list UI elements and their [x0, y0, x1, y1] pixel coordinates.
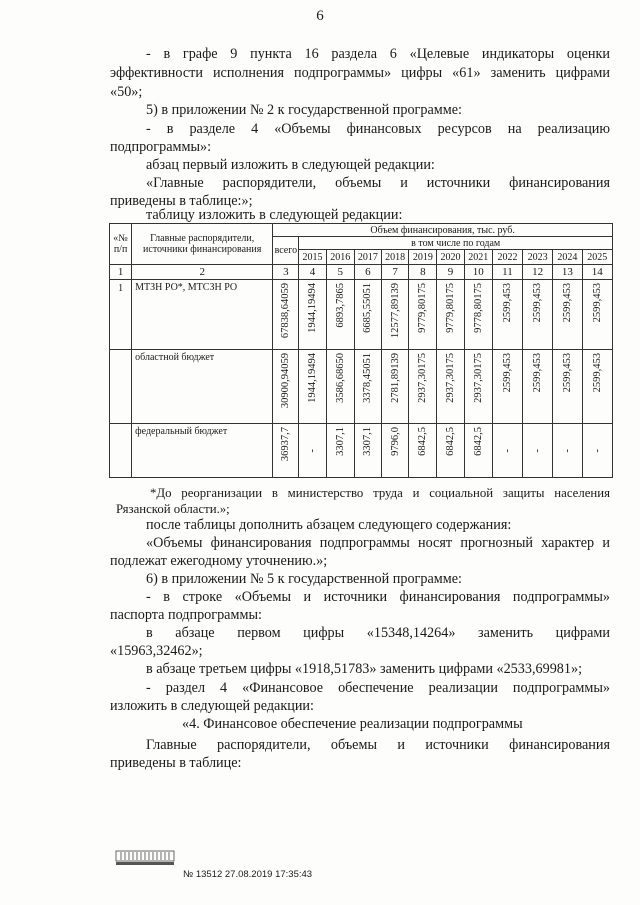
header-by-year: в том числе по годам	[299, 237, 613, 250]
header-volume: Объем финансирования, тыс. руб.	[273, 224, 613, 237]
column-number: 2	[132, 265, 273, 280]
row-value: -	[501, 448, 513, 453]
column-number: 4	[299, 265, 326, 280]
row-value: 9778,80175	[472, 283, 484, 333]
year-header: 2018	[382, 250, 409, 265]
text-line: «Главные распорядители, объемы и источники финансирования	[146, 175, 610, 191]
section-heading: «4. Финансовое обеспечение реализации подпрограммы	[182, 716, 523, 732]
text-line: паспорта подпрограммы:	[110, 607, 262, 623]
row-value: 6893,7865	[334, 283, 346, 328]
table-row	[110, 280, 613, 350]
row-value: -	[591, 448, 603, 453]
row-value: 9796,0	[389, 427, 401, 456]
row-value: 2599,453	[501, 283, 513, 323]
row-value: 2599,453	[501, 353, 513, 393]
footnote-line: Рязанской области.»;	[116, 502, 230, 516]
row-total: 36937,7	[280, 427, 292, 462]
year-header: 2021	[464, 250, 492, 265]
row-value: 2599,453	[561, 283, 573, 323]
row-value: 2937,30175	[445, 353, 457, 403]
row-value: 1944,19494	[307, 283, 319, 333]
row-value: 6842,5	[417, 427, 429, 456]
text-line: таблицу изложить в следующей редакции:	[146, 207, 403, 223]
column-number: 13	[553, 265, 582, 280]
header-no: «№ п/п	[110, 224, 132, 265]
year-header: 2015	[299, 250, 326, 265]
text-line: - в графе 9 пункта 16 раздела 6 «Целевые индикаторы оценки	[146, 46, 610, 62]
text-line: - раздел 4 «Финансовое обеспечение реализации подпрограммы»	[146, 680, 610, 696]
column-number: 5	[326, 265, 354, 280]
year-header: 2024	[553, 250, 582, 265]
row-value: 2599,453	[532, 283, 544, 323]
row-value: 9779,80175	[417, 283, 429, 333]
text-line: Главные распорядители, объемы и источники финансирования	[146, 737, 610, 753]
column-number: 6	[354, 265, 381, 280]
header-total: всего	[273, 237, 299, 265]
row-value: 2937,30175	[472, 353, 484, 403]
text-line: абзац первый изложить в следующей редакции:	[146, 157, 435, 173]
row-value: -	[561, 448, 573, 453]
stamp-text: № 13512 27.08.2019 17:35:43	[183, 869, 313, 880]
year-header: 2020	[437, 250, 464, 265]
text-line: - в разделе 4 «Объемы финансовых ресурсов на реализацию	[146, 121, 610, 137]
row-value: 2599,453	[591, 353, 603, 393]
row-value: 1944,19494	[307, 353, 319, 403]
column-number: 10	[464, 265, 492, 280]
row-value: -	[532, 448, 544, 453]
year-header: 2023	[523, 250, 553, 265]
registration-stamp-icon	[115, 850, 175, 866]
text-line: после таблицы дополнить абзацем следующего содержания:	[146, 517, 512, 533]
column-number: 1	[110, 265, 132, 280]
row-value: -	[307, 448, 319, 453]
row-value: 3307,1	[334, 427, 346, 456]
row-number	[110, 424, 132, 478]
column-number: 12	[523, 265, 553, 280]
text-line: подпрограммы»:	[110, 139, 212, 155]
text-line: «50»;	[110, 84, 143, 100]
row-source: областной бюджет	[132, 350, 273, 424]
year-header: 2017	[354, 250, 381, 265]
row-total: 67838,64059	[280, 283, 292, 339]
row-value: 9779,80175	[445, 283, 457, 333]
page-number: 6	[316, 8, 324, 24]
row-value: 6685,55051	[362, 283, 374, 333]
header-source: Главные распорядители, источники финансирования	[132, 224, 273, 265]
row-source: федеральный бюджет	[132, 424, 273, 478]
text-line: приведены в таблице:	[110, 755, 242, 771]
row-value: 3378,45051	[362, 353, 374, 403]
row-number: 1	[110, 280, 132, 350]
financing-table	[109, 223, 613, 478]
column-number: 3	[273, 265, 299, 280]
row-value: 2599,453	[561, 353, 573, 393]
row-value: 2599,453	[591, 283, 603, 323]
text-line: приведены в таблице:»;	[110, 193, 253, 209]
row-value: 2599,453	[532, 353, 544, 393]
row-value: 2937,30175	[417, 353, 429, 403]
row-value: 6842,5	[445, 427, 457, 456]
row-value: 3307,1	[362, 427, 374, 456]
text-line: в абзаце третьем цифры «1918,51783» заменить цифрами «2533,69981»;	[146, 661, 583, 677]
year-header: 2016	[326, 250, 354, 265]
row-source: МТЗН РО*, МТСЗН РО	[132, 280, 273, 350]
text-line: - в строке «Объемы и источники финансирования подпрограммы»	[146, 589, 610, 605]
column-number: 9	[437, 265, 464, 280]
row-value: 6842,5	[472, 427, 484, 456]
year-header: 2019	[409, 250, 437, 265]
year-header: 2025	[582, 250, 613, 265]
column-number: 8	[409, 265, 437, 280]
column-number: 7	[382, 265, 409, 280]
footnote-line: *До реорганизации в министерство труда и социальной защиты населения	[150, 486, 610, 500]
row-total: 30900,94059	[280, 353, 292, 409]
text-line: 5) в приложении № 2 к государственной программе:	[146, 102, 462, 118]
year-header: 2022	[492, 250, 522, 265]
text-line: «15963,32462»;	[110, 643, 203, 659]
column-number: 14	[582, 265, 613, 280]
text-line: изложить в следующей редакции:	[110, 698, 314, 714]
text-line: подлежат ежегодному уточнению.»;	[110, 553, 328, 569]
table-row	[110, 350, 613, 424]
text-line: в абзаце первом цифры «15348,14264» заменить цифрами	[146, 625, 610, 641]
text-line: «Объемы финансирования подпрограммы носят прогнозный характер и	[146, 535, 610, 551]
row-value: 3586,68650	[334, 353, 346, 403]
row-value: 12577,89139	[389, 283, 401, 339]
column-number: 11	[492, 265, 522, 280]
row-number	[110, 350, 132, 424]
table-row	[110, 424, 613, 478]
text-line: 6) в приложении № 5 к государственной программе:	[146, 571, 462, 587]
row-value: 2781,89139	[389, 353, 401, 403]
text-line: эффективности исполнения подпрограммы» цифры «61» заменить цифрами	[110, 65, 610, 81]
